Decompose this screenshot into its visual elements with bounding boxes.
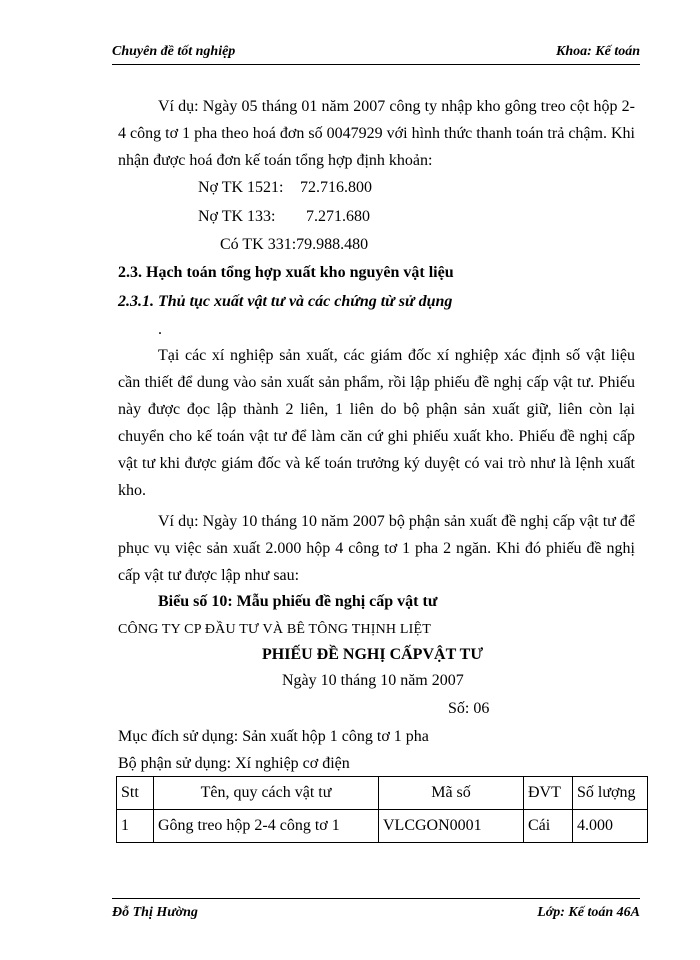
paragraph-example-request: Ví dụ: Ngày 10 tháng 10 năm 2007 bộ phận sản xuất đề nghị cấp vật tư để phục vụ việc sản xuất 2.000 hộp 4 công tơ 1 pha 2 ngăn. Khi đó phiếu đề nghị cấp vật tư được lập như sau:: [118, 513, 635, 584]
form-department: Bộ phận sử dụng: Xí nghiệp cơ điện: [118, 755, 350, 772]
paragraph-procedure: Tại các xí nghiệp sản xuất, các giám đốc xí nghiệp xác định số vật liệu cần thiết để dung vào sản xuất sản phẩm, rồi lập phiếu đề nghị cấp vật tư. Phiếu này được đọc lập thành 2 liên, 1 liên do bộ phận sản xuất giữ, liên còn lại chuyển cho kế toán vật tư để làm căn cứ ghi phiếu xuất kho. Phiếu đề nghị cấp vật tư khi được giám đốc và kế toán trưởng ký duyệt có vai trò như là lệnh xuất kho.: [118, 347, 635, 499]
header-code: Mã số: [379, 777, 524, 810]
page-footer: [112, 898, 640, 921]
material-request-table: [116, 776, 648, 843]
form-purpose: Mục đích sử dụng: Sản xuất hộp 1 công tơ 1 pha: [118, 728, 429, 745]
cell-unit: Cái: [524, 810, 573, 843]
entry-no-1521-label: Nợ TK 1521:: [198, 179, 284, 196]
footer-class: Lớp: Kế toán 46A: [537, 905, 640, 920]
header-right: Khoa: Kế toán: [555, 44, 640, 59]
stray-dot: .: [158, 321, 162, 338]
form-title: PHIẾU ĐỀ NGHỊ CẤPVẬT TƯ: [262, 646, 484, 663]
entry-co-331: Có TK 331:79.988.480: [220, 236, 369, 253]
form-caption: Biểu số 10: Mẫu phiếu đề nghị cấp vật tư: [158, 593, 438, 610]
paragraph-example-import: Ví dụ: Ngày 05 tháng 01 năm 2007 công ty nhập kho gông treo cột hộp 2-4 công tơ 1 pha theo hoá đơn số 0047929 với hình thức thanh toán trả chậm. Khi nhận được hoá đơn kế toán tổng hợp định khoản:: [118, 98, 635, 169]
cell-quantity: 4.000: [573, 810, 648, 843]
section-heading-2-3: 2.3. Hạch toán tổng hợp xuất kho nguyên vật liệu: [118, 264, 454, 281]
table-row: [117, 810, 648, 843]
cell-stt: 1: [117, 810, 154, 843]
header-quantity: Số lượng: [573, 777, 648, 810]
entry-no-133-value: 7.271.680: [306, 208, 370, 225]
form-date: Ngày 10 tháng 10 năm 2007: [282, 672, 464, 689]
header-material-name: Tên, quy cách vật tư: [154, 777, 379, 810]
form-number: Số: 06: [448, 700, 490, 717]
header-left: Chuyên đề tốt nghiệp: [112, 44, 236, 59]
header-unit: ĐVT: [524, 777, 573, 810]
header-stt: Stt: [117, 777, 154, 810]
page-header: [112, 42, 640, 65]
cell-code: VLCGON0001: [379, 810, 524, 843]
company-name: CÔNG TY CP ĐẦU TƯ VÀ BÊ TÔNG THỊNH LIỆT: [118, 622, 432, 637]
footer-author: Đỗ Thị Hường: [112, 905, 198, 920]
section-heading-2-3-1: 2.3.1. Thủ tục xuất vật tư và các chứng từ sử dụng: [118, 293, 453, 310]
entry-no-1521-value: 72.716.800: [300, 179, 372, 196]
table-header-row: [117, 777, 648, 810]
entry-no-133-label: Nợ TK 133:: [198, 208, 276, 225]
cell-material-name: Gông treo hộp 2-4 công tơ 1: [154, 810, 379, 843]
